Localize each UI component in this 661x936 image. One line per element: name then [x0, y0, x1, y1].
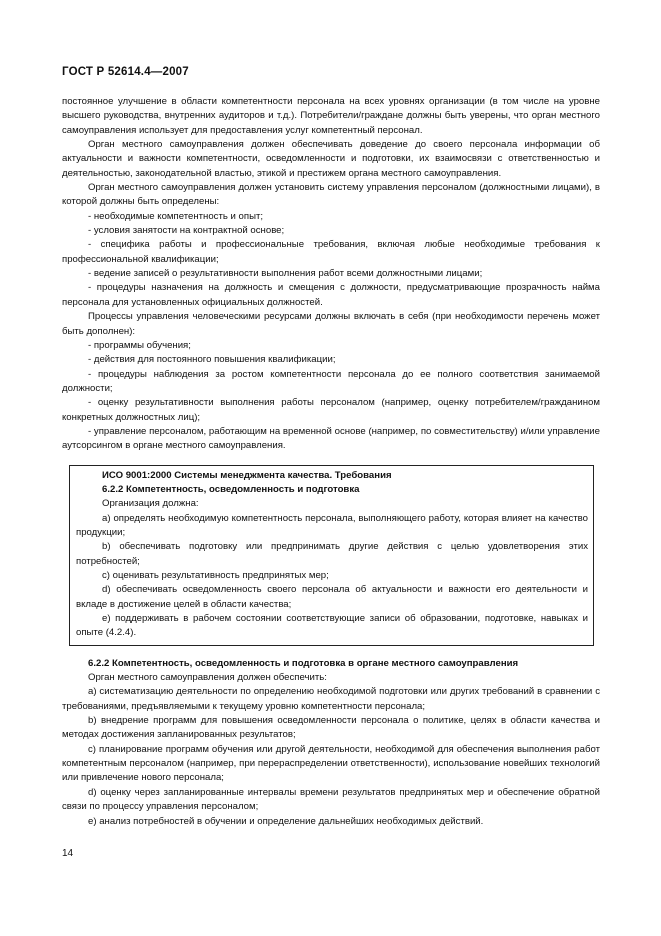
iso-box-line: a) определять необходимую компетентность персонала, выполняющего работу, которая влияет на качество продукции;: [76, 512, 588, 538]
section-line: b) внедрение программ для повышения осведомленности персонала о политике, целях в области качества и методах достижения запланированных результатов;: [62, 715, 600, 741]
list-item: - условия занятости на контрактной основе;: [88, 225, 285, 237]
iso-box-line: e) поддерживать в рабочем состоянии соответствующие записи об образовании, подготовке, навыках и опыте (4.2.4).: [76, 613, 588, 639]
document-body: [62, 95, 600, 829]
section-line: d) оценку через запланированные интервалы времени результатов предпринятых мер и обеспечение обратной связи по процессу управления персоналом;: [62, 786, 600, 813]
paragraph: Процессы управления человеческими ресурсами должны включать в себя (при необходимости перечень может быть дополнен):: [62, 311, 600, 337]
iso-quote-box: [69, 465, 594, 646]
document-header: ГОСТ Р 52614.4—2007: [62, 66, 189, 78]
section-line: е) анализ потребностей в обучении и определение дальнейших необходимых действий.: [88, 815, 484, 827]
iso-box-title: ИСО 9001:2000 Системы менеджмента качества. Требования: [102, 469, 392, 481]
list-item: - программы обучения;: [88, 339, 191, 351]
list-item: - процедуры назначения на должность и смещения с должности, предусматривающие прозрачность найма персонала для установленных официальных должностей.: [62, 282, 600, 308]
section-line: с) планирование программ обучения или другой деятельности, необходимой для обеспечения выполнения работ компетентным персоналом (например, при перераспределении ответственности), использование новейших технологий или привлечение нового персонала;: [62, 743, 600, 784]
paragraph: постоянное улучшение в области компетентности персонала на всех уровнях организации (в том числе на уровне высшего руководства, внутренних аудиторов и т.д.). Потребители/граждане должны быть уверены, что орган местного самоуправления использует для предоставления услуг компетентный персонал.: [62, 96, 600, 136]
list-item: - управление персоналом, работающим на временной основе (например, по совместительству) и/или управление аутсорсингом в органе местного самоуправления.: [62, 425, 600, 452]
section-line: Орган местного самоуправления должен обеспечить:: [88, 672, 327, 684]
list-item: - ведение записей о результативности выполнения работ всеми должностными лицами;: [88, 268, 483, 280]
iso-box-line: d) обеспечивать осведомленность своего персонала об актуальности и важности его деятельности и вкладе в достижение целей в области качества;: [76, 584, 588, 610]
list-item: - процедуры наблюдения за ростом компетентности персонала до ее полного соответствия занимаемой должности;: [62, 368, 600, 394]
iso-box-line: c) оценивать результативность предпринятых мер;: [102, 570, 329, 581]
page-number: 14: [62, 848, 74, 859]
paragraph: Орган местного самоуправления должен обеспечивать доведение до своего персонала информации об актуальности и важности компетентности, осведомленности и подготовки, их взаимосвязи с ответственностью и деятельностью, законодательной властью, этикой и престижем органа местного самоуправления.: [62, 139, 600, 179]
list-item: - оценку результативности выполнения работы персоналом (например, оценку потребителем/гражданином конкретных должностных лиц);: [62, 397, 600, 423]
section-line: а) систематизацию деятельности по определению необходимой подготовки или других требований в сравнении с требованиями, предъявляемыми к текущему уровню компетентности персонала;: [62, 686, 600, 712]
list-item: - необходимые компетентность и опыт;: [88, 210, 264, 222]
iso-box-line: b) обеспечивать подготовку или предпринимать другие действия с целью удовлетворения этих потребностей;: [76, 541, 588, 567]
paragraph: Орган местного самоуправления должен установить систему управления персоналом (должностными лицами), в которой должны быть определены:: [62, 182, 600, 208]
iso-box-line: Организация должна:: [102, 498, 199, 510]
iso-box-subtitle: 6.2.2 Компетентность, осведомленность и подготовка: [102, 483, 360, 495]
list-item: - специфика работы и профессиональные требования, включая любые необходимые требования к профессиональной квалификации;: [62, 239, 600, 265]
list-item: - действия для постоянного повышения квалификации;: [88, 354, 336, 366]
section-heading: 6.2.2 Компетентность, осведомленность и подготовка в органе местного самоуправления: [88, 657, 519, 669]
